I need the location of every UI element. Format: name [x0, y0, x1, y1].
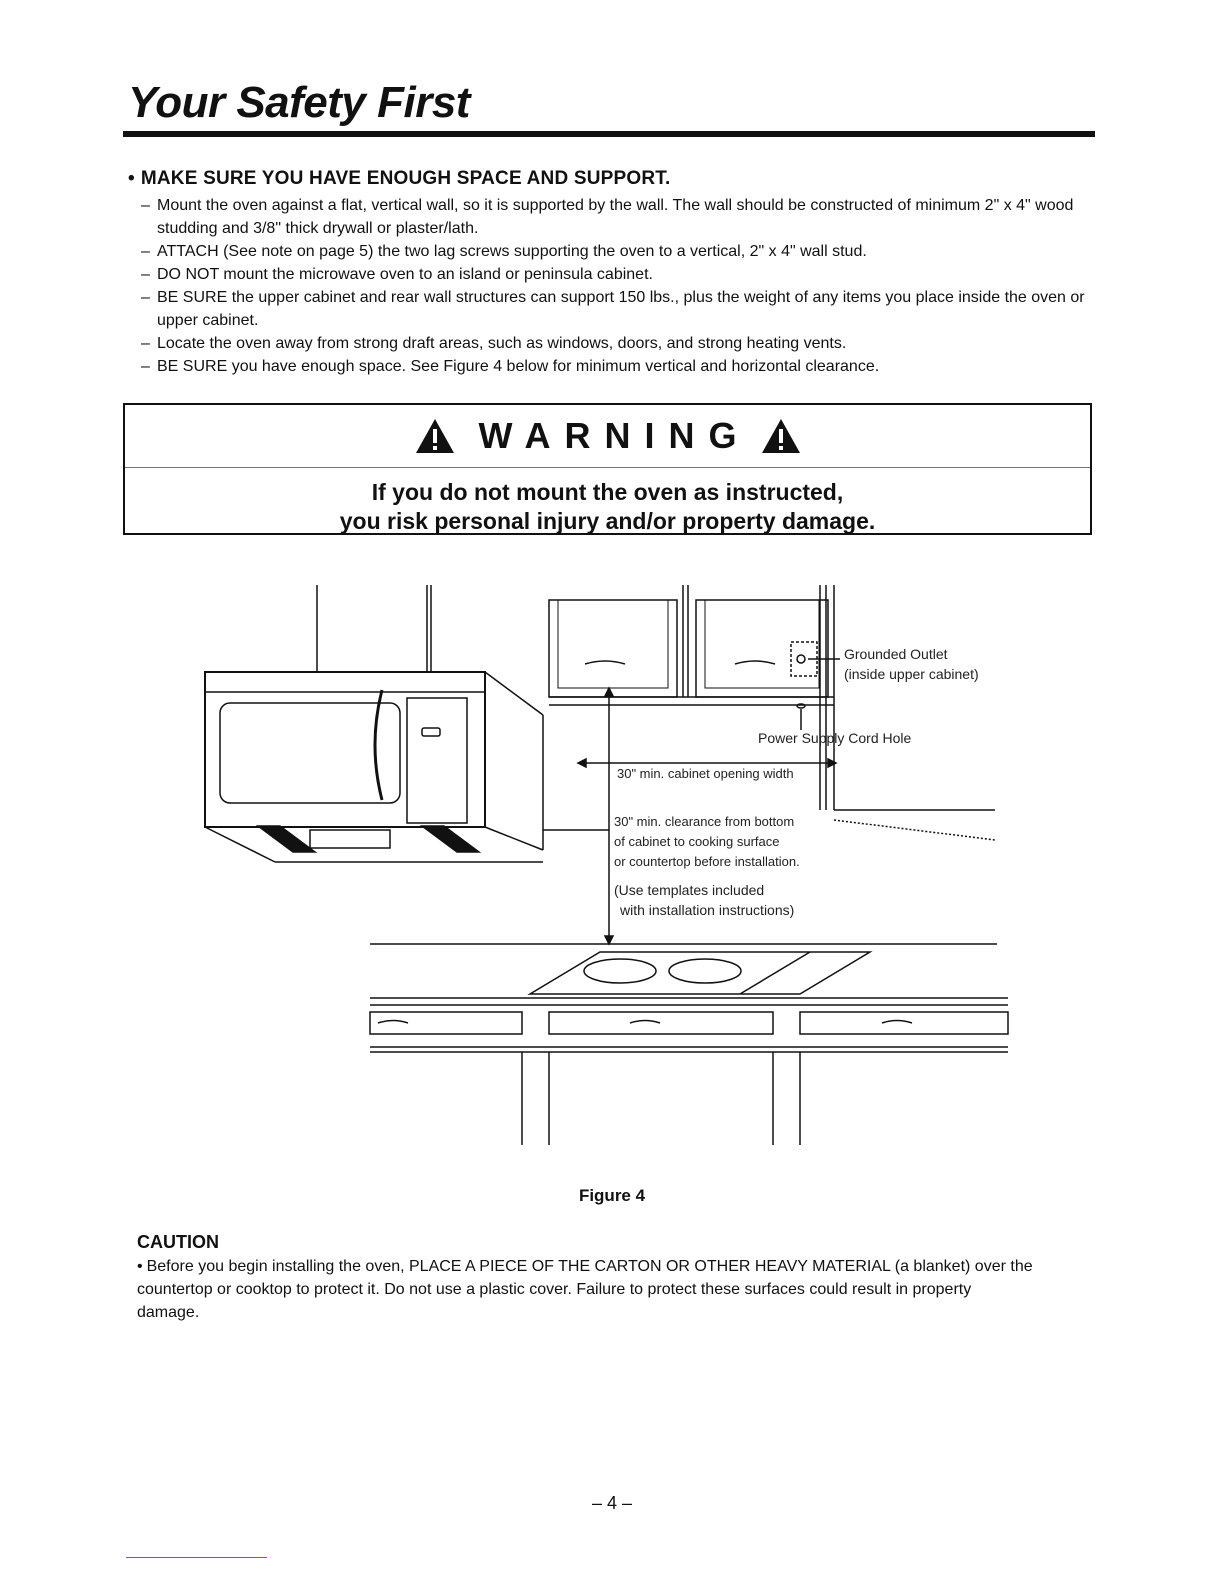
- page-title: Your Safety First: [128, 78, 470, 127]
- list-item: – ATTACH (See note on page 5) the two lag screws supporting the oven to a vertical, 2" x 4" wall stud.: [141, 243, 867, 260]
- templates-label-1: (Use templates included: [614, 882, 765, 898]
- space-support-section: [128, 168, 1088, 378]
- cord-hole-label: Power Supply Cord Hole: [758, 730, 912, 746]
- section-heading: [128, 168, 1088, 190]
- caution-section: [137, 1232, 1037, 1324]
- title-rule: [123, 131, 1095, 137]
- caution-text: [137, 1255, 1037, 1324]
- outlet-label-sub: (inside upper cabinet): [844, 666, 979, 682]
- clearance-label-3: or countertop before installation.: [614, 854, 800, 869]
- list-item: – BE SURE you have enough space. See Figure 4 below for minimum vertical and horizontal clearance.: [141, 358, 880, 375]
- warning-line-2: you risk personal injury and/or property damage.: [339, 508, 876, 534]
- requirement-list: [128, 194, 1088, 378]
- warning-word: WARNING: [478, 415, 751, 456]
- caution-body: Before you begin installing the oven, PLACE A PIECE OF THE CARTON OR OTHER HEAVY MATERIAL (a blanket) over the countertop or cooktop to protect it. Do not use a plastic cover. Failure to protect these surfaces could result in property damage.: [137, 1258, 1033, 1321]
- warning-box: [123, 403, 1092, 535]
- width-label: 30" min. cabinet opening width: [617, 766, 794, 781]
- footer-rule: [126, 1557, 267, 1558]
- list-item: – Mount the oven against a flat, vertical wall, so it is supported by the wall. The wall should be constructed of minimum 2" x 4" wood studding and 3/8" thick drywall or plaster/lath.: [141, 197, 1074, 237]
- figure-caption: Figure 4: [578, 1186, 646, 1205]
- warning-triangle-icon: [415, 418, 455, 454]
- installation-figure: [200, 580, 1020, 1150]
- clearance-label-2: of cabinet to cooking surface: [614, 834, 780, 849]
- list-item: – BE SURE the upper cabinet and rear wall structures can support 150 lbs., plus the weight of any items you place inside the oven or upper cabinet.: [141, 289, 1085, 329]
- warning-message: [125, 468, 1090, 536]
- caution-bullet: •: [137, 1258, 143, 1275]
- warning-line-1: If you do not mount the oven as instructed,: [371, 479, 844, 505]
- list-item: – Locate the oven away from strong draft areas, such as windows, doors, and strong heating vents.: [141, 335, 847, 352]
- page-number: – 4 –: [591, 1493, 633, 1513]
- heading-bullet: •: [128, 168, 135, 189]
- caution-heading: CAUTION: [137, 1232, 219, 1252]
- section-heading-text: MAKE SURE YOU HAVE ENOUGH SPACE AND SUPPORT.: [140, 168, 671, 189]
- warning-header: [125, 405, 1090, 468]
- clearance-label-1: 30" min. clearance from bottom: [614, 814, 795, 829]
- list-item: – DO NOT mount the microwave oven to an island or peninsula cabinet.: [141, 266, 653, 283]
- outlet-label: Grounded Outlet: [844, 646, 948, 662]
- warning-triangle-icon: [761, 418, 801, 454]
- templates-label-2: with installation instructions): [620, 902, 795, 918]
